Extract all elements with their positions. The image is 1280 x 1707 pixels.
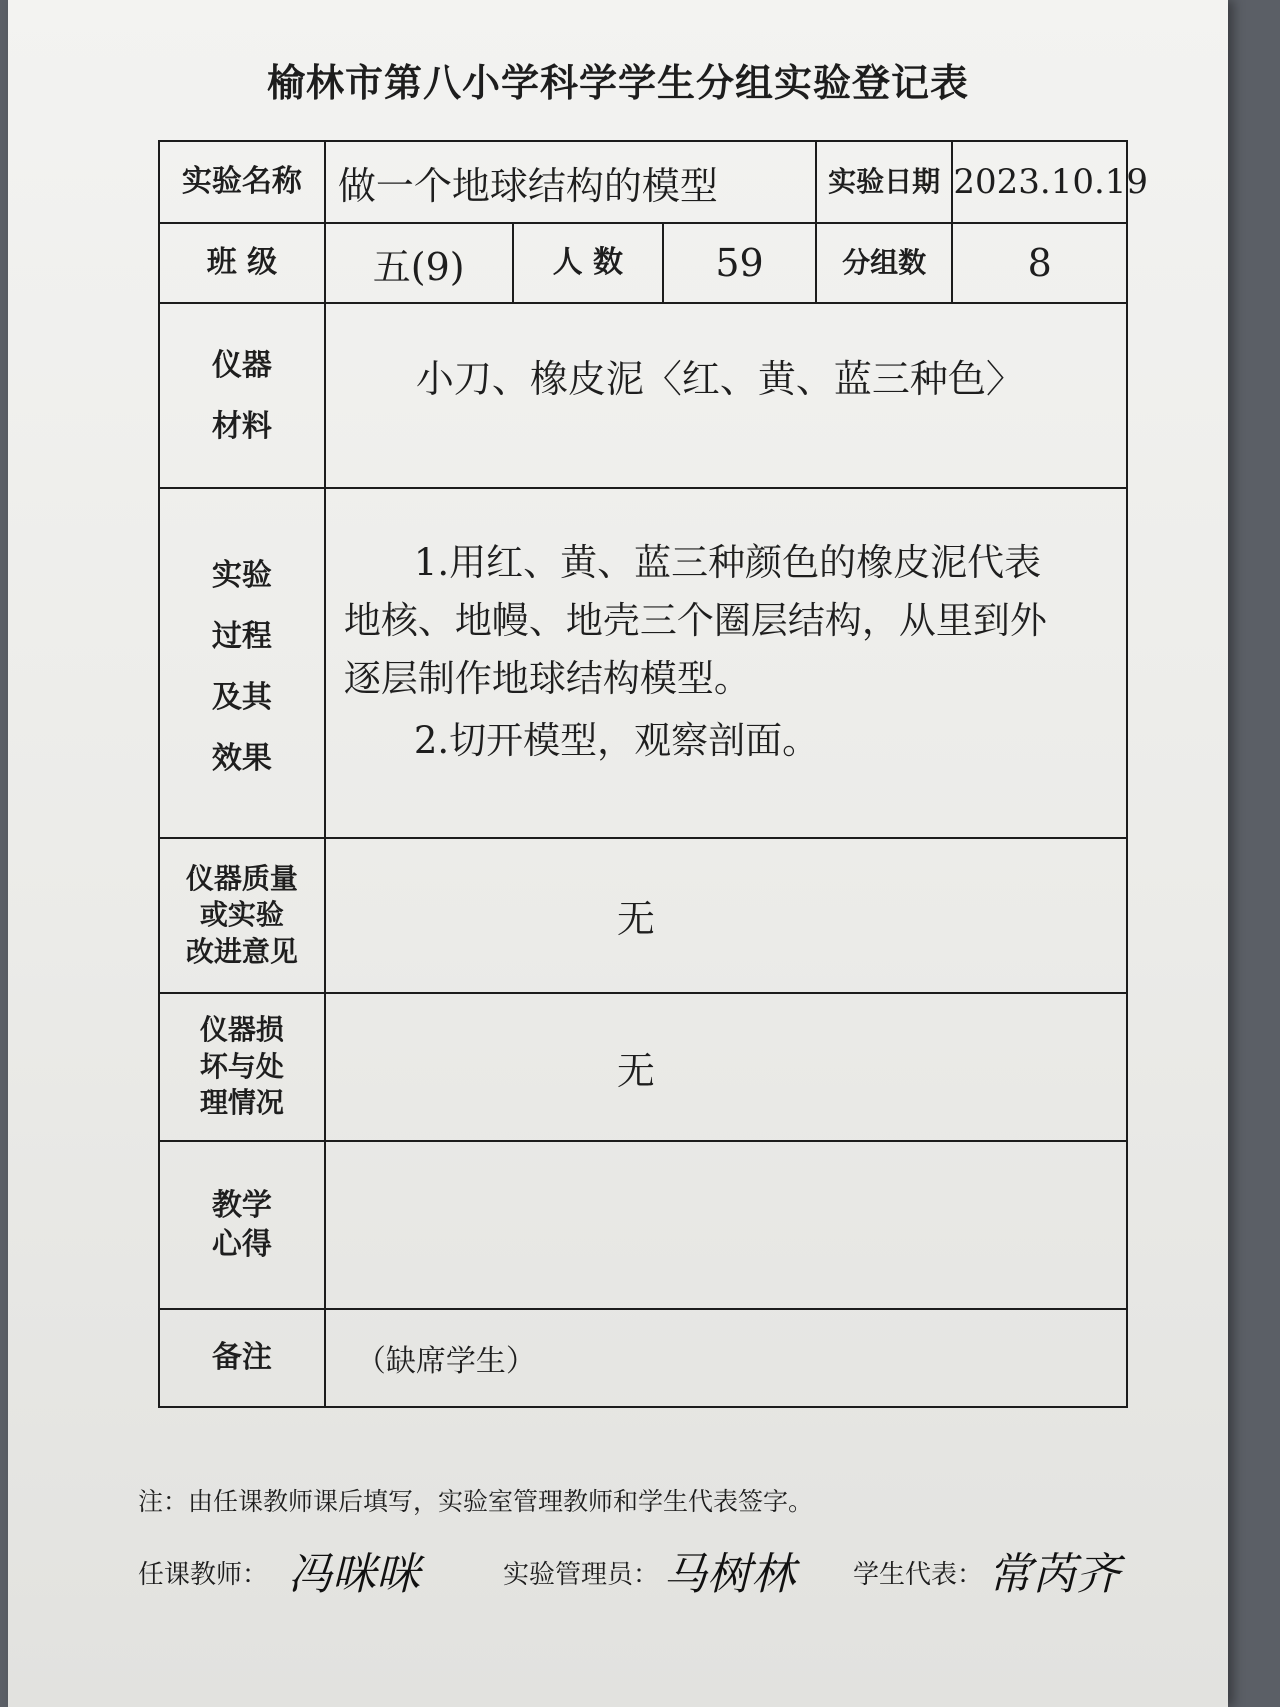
form-title: 榆林市第八小学科学学生分组实验登记表 (266, 61, 969, 105)
quality-label (159, 838, 325, 993)
materials-value: 小刀、橡皮泥〈红、黄、蓝三种色〉 (325, 303, 1127, 488)
materials-label-line: 仪器 (211, 347, 272, 383)
process-line: 逐层制作地球结构模型。 (343, 657, 751, 700)
count-label: 人 数 (513, 223, 664, 303)
quality-value: 无 (325, 838, 1127, 993)
experiment-name-value: 做一个地球结构的模型 (325, 141, 816, 223)
class-label: 班 级 (159, 223, 325, 303)
class-value: 五(9) (325, 223, 513, 303)
damage-label-line: 仪器损 (199, 1013, 284, 1047)
groups-value: 8 (952, 223, 1127, 303)
process-label (159, 488, 325, 838)
teaching-label-line: 教学 (211, 1188, 272, 1223)
process-line: 2.切开模型，观察剖面。 (413, 719, 820, 762)
signature-row (138, 1532, 1138, 1612)
groups-label: 分组数 (816, 223, 952, 303)
footnote: 注：由任课教师课后填写，实验室管理教师和学生代表签字。 (138, 1487, 814, 1516)
process-line: 1.用红、黄、蓝三种颜色的橡皮泥代表 (413, 541, 1042, 584)
quality-label-line: 或实验 (199, 898, 284, 932)
paper-sheet (8, 0, 1228, 1707)
remarks-label: 备注 (159, 1309, 325, 1407)
damage-label (159, 993, 325, 1141)
admin-signature-label: 实验管理员： (503, 1560, 660, 1590)
teacher-signature-label: 任课教师： (138, 1560, 269, 1590)
process-label-line: 效果 (211, 741, 272, 776)
process-label-line: 实验 (211, 558, 272, 593)
date-label: 实验日期 (816, 141, 952, 223)
process-label-line: 及其 (211, 680, 272, 715)
registration-table (158, 140, 1149, 1408)
experiment-name-label: 实验名称 (159, 141, 325, 223)
materials-label (159, 303, 325, 488)
damage-value: 无 (325, 993, 1127, 1141)
quality-label-line: 改进意见 (185, 934, 298, 968)
student-signature: 常芮齐 (988, 1549, 1120, 1600)
remarks-value: （缺席学生） (325, 1309, 1127, 1407)
quality-label-line: 仪器质量 (185, 861, 298, 895)
teaching-value (325, 1141, 1127, 1309)
teaching-label-line: 心得 (211, 1227, 272, 1262)
process-line: 地核、地幔、地壳三个圈层结构，从里到外 (343, 599, 1047, 642)
process-label-line: 过程 (211, 619, 272, 654)
count-value: 59 (663, 223, 816, 303)
student-signature-label: 学生代表： (853, 1560, 984, 1590)
damage-label-line: 坏与处 (199, 1049, 284, 1083)
teaching-label (159, 1141, 325, 1309)
process-content (325, 488, 1127, 838)
date-value: 2023.10.19 (952, 141, 1127, 223)
damage-label-line: 理情况 (199, 1086, 284, 1120)
materials-label-line: 材料 (211, 408, 272, 444)
teacher-signature: 冯咪咪 (288, 1549, 420, 1600)
admin-signature: 马树林 (663, 1549, 795, 1600)
